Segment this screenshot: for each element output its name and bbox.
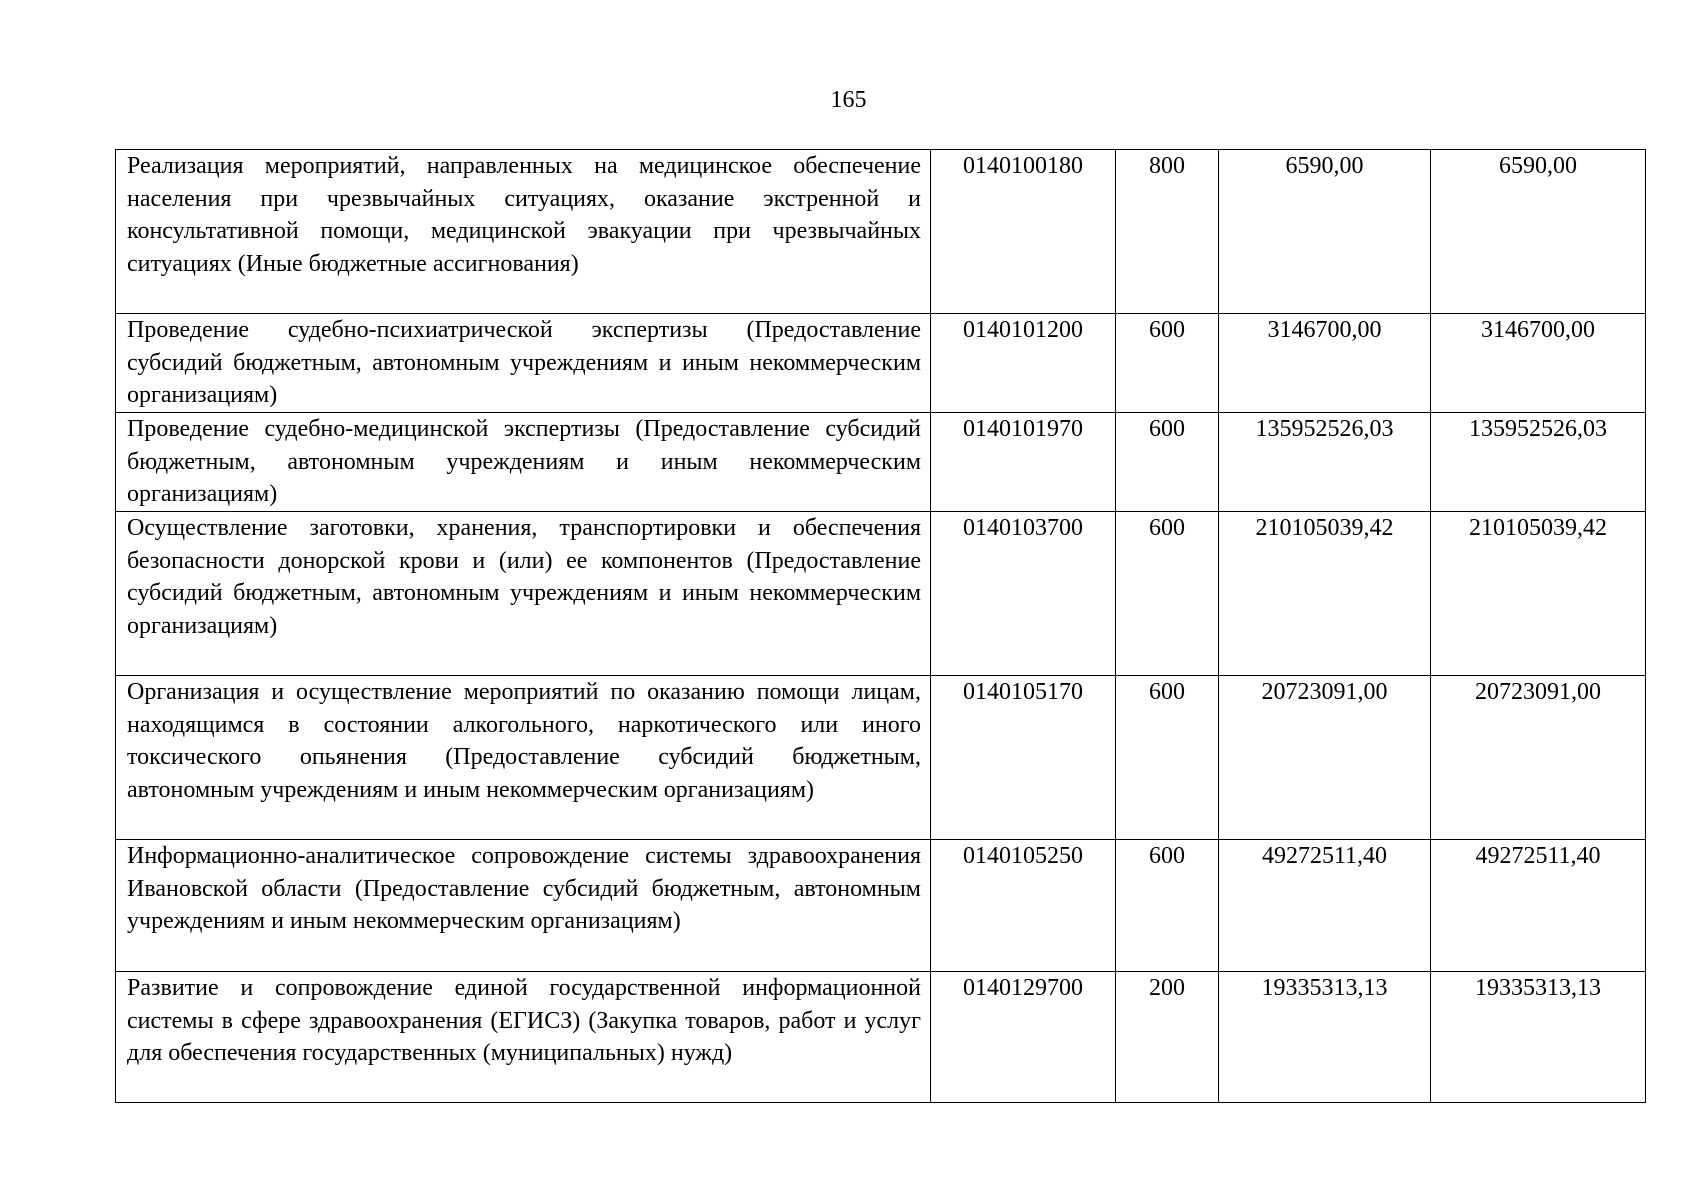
table-row	[116, 413, 1646, 512]
target-code: 0140101970	[931, 413, 1116, 512]
amount-second: 210105039,42	[1431, 512, 1646, 676]
table-row	[116, 840, 1646, 972]
row-description: Информационно-аналитическое сопровождение системы здравоохранения Ивановской области (Предоставление субсидий бюджетным, автономным учреждениям и иным некоммерческим организациям)	[116, 840, 931, 972]
row-description: Проведение судебно-медицинской экспертизы (Предоставление субсидий бюджетным, автономным учреждениям и иным некоммерческим организациям)	[116, 413, 931, 512]
amount-first: 3146700,00	[1219, 314, 1431, 413]
amount-second: 19335313,13	[1431, 972, 1646, 1103]
target-code: 0140105250	[931, 840, 1116, 972]
amount-second: 20723091,00	[1431, 676, 1646, 840]
amount-first: 20723091,00	[1219, 676, 1431, 840]
row-description: Осуществление заготовки, хранения, транспортировки и обеспечения безопасности донорской крови и (или) ее компонентов (Предоставление субсидий бюджетным, автономным учреждениям и иным некоммерческим организациям)	[116, 512, 931, 676]
amount-second: 135952526,03	[1431, 413, 1646, 512]
row-description: Организация и осуществление мероприятий по оказанию помощи лицам, находящимся в состоянии алкогольного, наркотического или иного токсического опьянения (Предоставление субсидий бюджетным, автономным учреждениям и иным некоммерческим организациям)	[116, 676, 931, 840]
expense-type-code: 600	[1116, 413, 1219, 512]
target-code: 0140103700	[931, 512, 1116, 676]
budget-table	[115, 149, 1646, 1103]
expense-type-code: 200	[1116, 972, 1219, 1103]
table-row	[116, 972, 1646, 1103]
amount-second: 49272511,40	[1431, 840, 1646, 972]
table-row	[116, 314, 1646, 413]
target-code: 0140100180	[931, 150, 1116, 314]
expense-type-code: 600	[1116, 676, 1219, 840]
row-description: Проведение судебно-психиатрической экспертизы (Предоставление субсидий бюджетным, автономным учреждениям и иным некоммерческим организациям)	[116, 314, 931, 413]
row-description: Развитие и сопровождение единой государственной информационной системы в сфере здравоохранения (ЕГИСЗ) (Закупка товаров, работ и услуг для обеспечения государственных (муниципальных) нужд)	[116, 972, 931, 1103]
expense-type-code: 800	[1116, 150, 1219, 314]
amount-second: 6590,00	[1431, 150, 1646, 314]
amount-first: 210105039,42	[1219, 512, 1431, 676]
target-code: 0140129700	[931, 972, 1116, 1103]
page-number: 165	[830, 87, 867, 113]
amount-first: 6590,00	[1219, 150, 1431, 314]
amount-second: 3146700,00	[1431, 314, 1646, 413]
expense-type-code: 600	[1116, 314, 1219, 413]
row-description: Реализация мероприятий, направленных на медицинское обеспечение населения при чрезвычайных ситуациях, оказание экстренной и консультативной помощи, медицинской эвакуации при чрезвычайных ситуациях (Иные бюджетные ассигнования)	[116, 150, 931, 314]
table-row	[116, 512, 1646, 676]
expense-type-code: 600	[1116, 512, 1219, 676]
table-row	[116, 150, 1646, 314]
table-row	[116, 676, 1646, 840]
target-code: 0140101200	[931, 314, 1116, 413]
target-code: 0140105170	[931, 676, 1116, 840]
amount-first: 49272511,40	[1219, 840, 1431, 972]
amount-first: 19335313,13	[1219, 972, 1431, 1103]
expense-type-code: 600	[1116, 840, 1219, 972]
amount-first: 135952526,03	[1219, 413, 1431, 512]
